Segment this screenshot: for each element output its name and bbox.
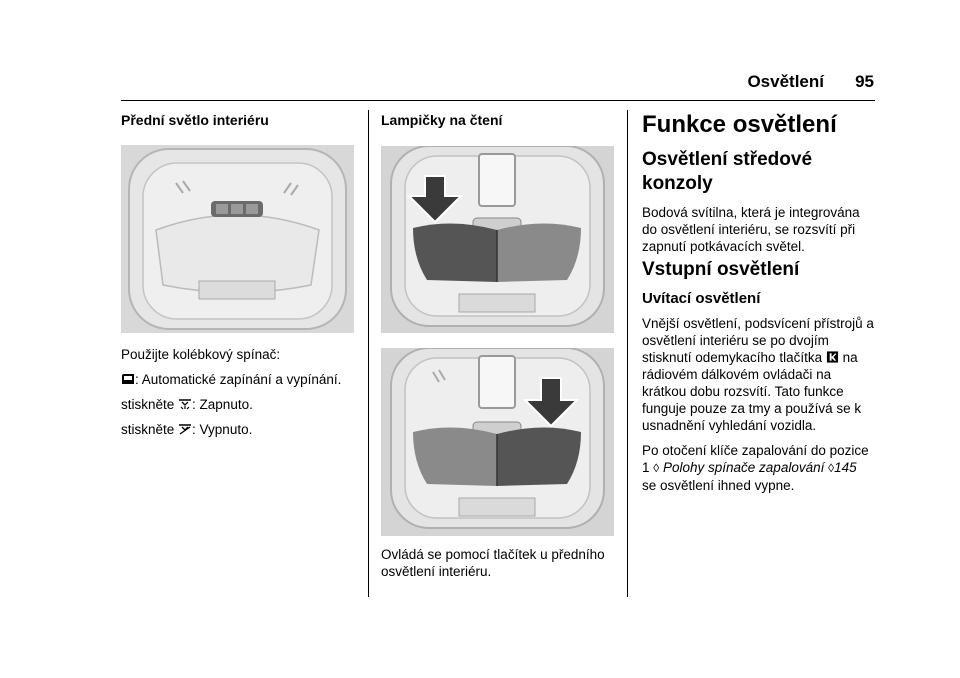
ref-link-ignition-positions[interactable]: Polohy spínače zapalování (662, 460, 825, 475)
unlock-button-icon (826, 350, 839, 364)
column-divider-2 (627, 110, 628, 597)
center-console-text: Bodová svítilna, která je integrována do osvětlení interiéru, se rozsvítí při zapnutí potkávacích světel. (642, 205, 860, 254)
col1-intro: Použijte kolébkový spínač: (121, 347, 281, 362)
light-off-icon (178, 423, 192, 435)
door-light-icon (121, 373, 135, 385)
heading-welcome-lighting: Uvítací osvětlení (642, 290, 761, 307)
ignition-paragraph (642, 442, 874, 494)
reading-lamp-left-photo (381, 146, 614, 333)
running-header-title: Osvětlení (747, 72, 824, 91)
on-prefix: stiskněte (121, 397, 175, 412)
heading-reading-lamps: Lampičky na čtení (381, 112, 503, 128)
auto-text: : Automatické zapínání a vypínání. (135, 372, 342, 387)
welcome-text-a: Vnější osvětlení, podsvícení přístrojů a osvětlení interiéru se po dvojím stisknutí odemykacího tlačítka (642, 316, 874, 365)
col1-auto-line (121, 371, 353, 388)
off-prefix: stiskněte (121, 422, 175, 437)
light-on-icon (178, 398, 192, 410)
col1-body (121, 346, 353, 446)
col3-welcome-body (642, 315, 874, 502)
chapter-title: Funkce osvětlení (642, 111, 837, 138)
col1-off-line (121, 421, 353, 438)
welcome-paragraph (642, 315, 874, 434)
reading-lamp-caption: Ovládá se pomocí tlačítek u předního osvětlení interiéru. (381, 547, 605, 579)
ignition-text-a: Po otočení klíče zapalování do pozice 1 (642, 443, 869, 475)
ref-page-number[interactable]: 145 (834, 460, 857, 475)
ignition-text-b: se osvětlení ihned vypne. (642, 478, 795, 493)
header-rule (121, 100, 875, 101)
reference-arrow-icon-2: ◊ (828, 461, 835, 475)
reference-arrow-icon: ◊ (653, 461, 660, 475)
off-text: : Vypnuto. (192, 422, 253, 437)
heading-front-interior-light: Přední světlo interiéru (121, 112, 269, 128)
col1-on-line (121, 396, 353, 413)
reading-lamp-right-photo (381, 348, 614, 536)
front-interior-light-photo (121, 145, 354, 333)
page-number: 95 (855, 72, 874, 91)
on-text: : Zapnuto. (192, 397, 253, 412)
heading-center-console-light: Osvětlení středové konzoly (642, 149, 813, 194)
welcome-text-b: na rádiovém dálkovém ovládači na krátkou dobu rozsvítí. Tato funkce funguje pouze za tmy a používá se k usnadnění vyhledání vozidla. (642, 350, 862, 433)
column-divider-1 (368, 110, 369, 597)
heading-entry-lighting: Vstupní osvětlení (642, 259, 800, 280)
